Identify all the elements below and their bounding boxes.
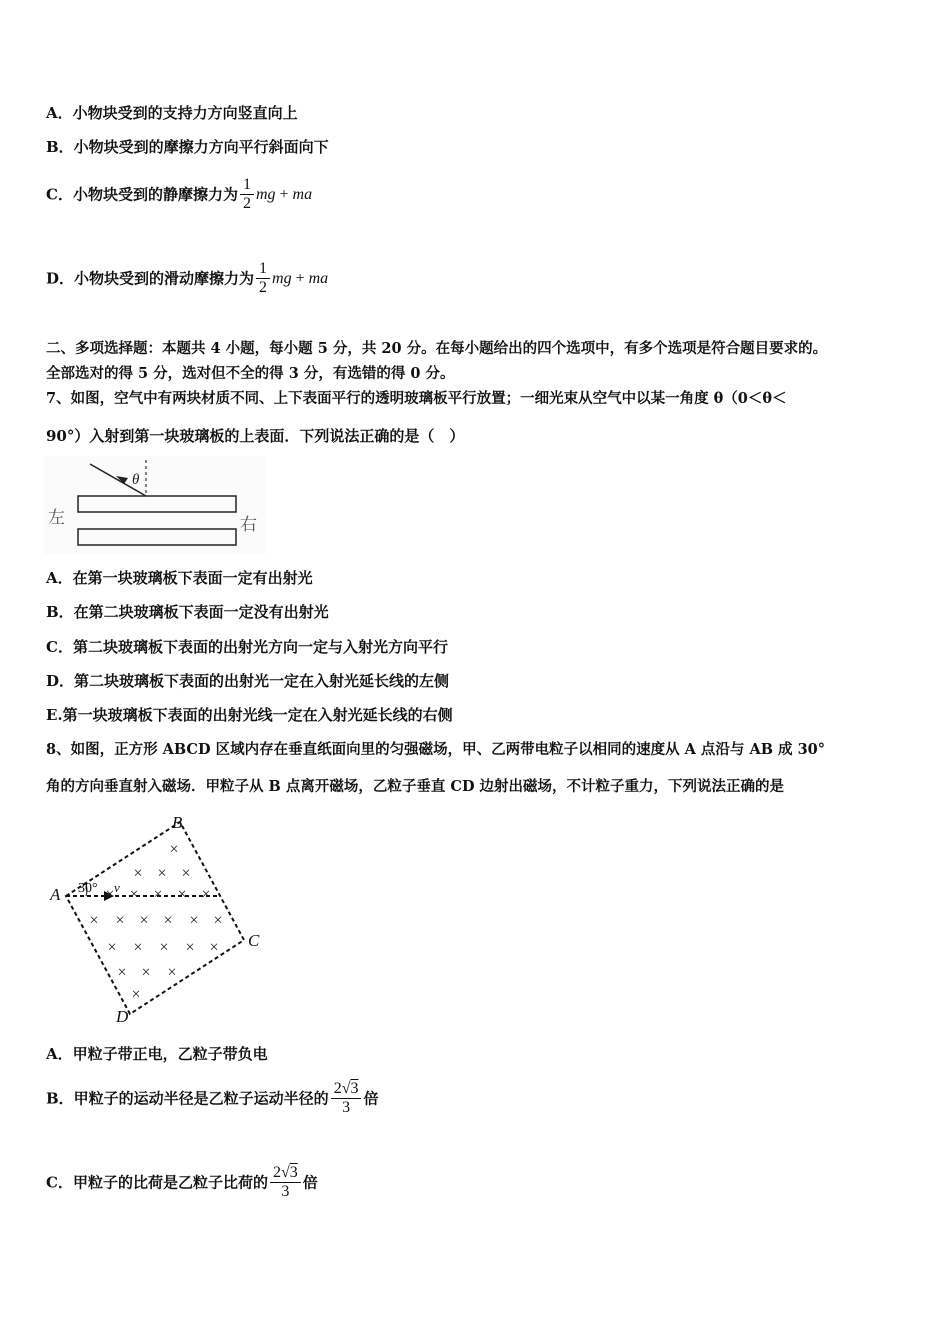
q7-stem-line2: 90°）入射到第一块玻璃板的上表面．下列说法正确的是（ ） <box>46 427 465 445</box>
vertex-a-label: A <box>50 885 61 904</box>
field-cross: × <box>209 939 219 956</box>
field-cross: × <box>157 865 167 882</box>
vertex-d-label: D <box>116 1007 129 1026</box>
field-cross: × <box>133 865 143 882</box>
times-suffix: 倍 <box>363 1089 379 1108</box>
q8-option-b-text: B．甲粒子的运动半径是乙粒子运动半径的 <box>46 1089 329 1108</box>
q7-option-e: E.第一块玻璃板下表面的出射光线一定在入射光延长线的右侧 <box>46 706 453 724</box>
formula-expression: mg + ma <box>255 185 313 203</box>
q7-option-c: C．第二块玻璃板下表面的出射光方向一定与入射光方向平行 <box>46 638 448 656</box>
q8-option-b <box>46 1080 378 1117</box>
q6-option-b: B．小物块受到的摩擦力方向平行斜面向下 <box>46 138 329 156</box>
glass-plates-figure <box>44 456 266 554</box>
field-cross: × <box>117 964 127 981</box>
fraction-one-half: $\frac{1}{2}$ <box>256 260 270 297</box>
formula-expression: mg + ma <box>272 269 329 287</box>
angle-label: 30° <box>78 881 98 896</box>
q8-stem-line2: 角的方向垂直射入磁场．甲粒子从 B 点离开磁场，乙粒子垂直 CD 边射出磁场，不计粒子重力，下列说法正确的是 <box>46 778 785 795</box>
field-cross: × <box>181 865 191 882</box>
field-cross: × <box>213 912 223 929</box>
magnetic-field-figure <box>44 810 274 1030</box>
field-cross: × <box>129 886 139 903</box>
q6-option-c <box>46 176 312 213</box>
q8-stem-line1: 8、如图，正方形 ABCD 区域内存在垂直纸面向里的匀强磁场，甲、乙两带电粒子以相同的速度从 A 点沿与 AB 成 30° <box>46 741 825 758</box>
field-cross: × <box>167 964 177 981</box>
q7-option-a: A．在第一块玻璃板下表面一定有出射光 <box>46 569 313 587</box>
field-cross: × <box>89 912 99 929</box>
field-cross: × <box>189 912 199 929</box>
field-cross: × <box>107 939 117 956</box>
q7-stem-line1: 7、如图，空气中有两块材质不同、上下表面平行的透明玻璃板平行放置；一细光束从空气中以某一角度 θ（0＜θ＜ <box>46 390 787 407</box>
vertex-c-label: C <box>248 931 260 950</box>
times-suffix: 倍 <box>302 1173 318 1192</box>
field-cross: × <box>153 886 163 903</box>
q7-option-b: B．在第二块玻璃板下表面一定没有出射光 <box>46 603 329 621</box>
fraction-one-half: $\frac{1}{2}$ <box>240 176 254 213</box>
field-cross: × <box>159 939 169 956</box>
field-cross: × <box>139 912 149 929</box>
field-cross: × <box>141 964 151 981</box>
q8-option-c-text: C．甲粒子的比荷是乙粒子比荷的 <box>46 1173 268 1192</box>
section-heading-line2: 全部选对的得 5 分，选对但不全的得 3 分，有选错的得 0 分。 <box>46 365 455 382</box>
field-cross: × <box>185 939 195 956</box>
left-label: 左 <box>48 508 65 527</box>
q6-option-d <box>46 260 328 297</box>
field-cross: × <box>169 841 179 858</box>
field-cross: × <box>201 886 211 903</box>
q7-option-d: D．第二块玻璃板下表面的出射光一定在入射光延长线的左侧 <box>46 672 450 690</box>
field-cross: × <box>105 886 115 903</box>
vertex-b-label: B <box>172 813 183 832</box>
fraction-two-root-three-over-three: $\frac{2√3}{3}$ <box>331 1080 362 1117</box>
field-cross: × <box>177 886 187 903</box>
theta-label: θ <box>132 472 140 488</box>
q8-option-a: A．甲粒子带正电，乙粒子带负电 <box>46 1045 268 1063</box>
q6-option-d-text: D．小物块受到的滑动摩擦力为 <box>46 269 255 288</box>
section-heading-line1: 二、多项选择题：本题共 4 小题，每小题 5 分，共 20 分。在每小题给出的四个选项中，有多个选项是符合题目要求的。 <box>46 340 828 357</box>
q8-option-c <box>46 1164 318 1201</box>
q6-option-c-text: C．小物块受到的静摩擦力为 <box>46 185 238 204</box>
field-cross: × <box>133 939 143 956</box>
right-label: 右 <box>240 515 257 534</box>
field-cross: × <box>131 986 141 1003</box>
v-label: v <box>114 880 120 895</box>
fraction-two-root-three-over-three: $\frac{2√3}{3}$ <box>270 1164 301 1201</box>
q6-option-a: A．小物块受到的支持力方向竖直向上 <box>46 104 298 122</box>
field-cross: × <box>115 912 125 929</box>
field-cross: × <box>163 912 173 929</box>
